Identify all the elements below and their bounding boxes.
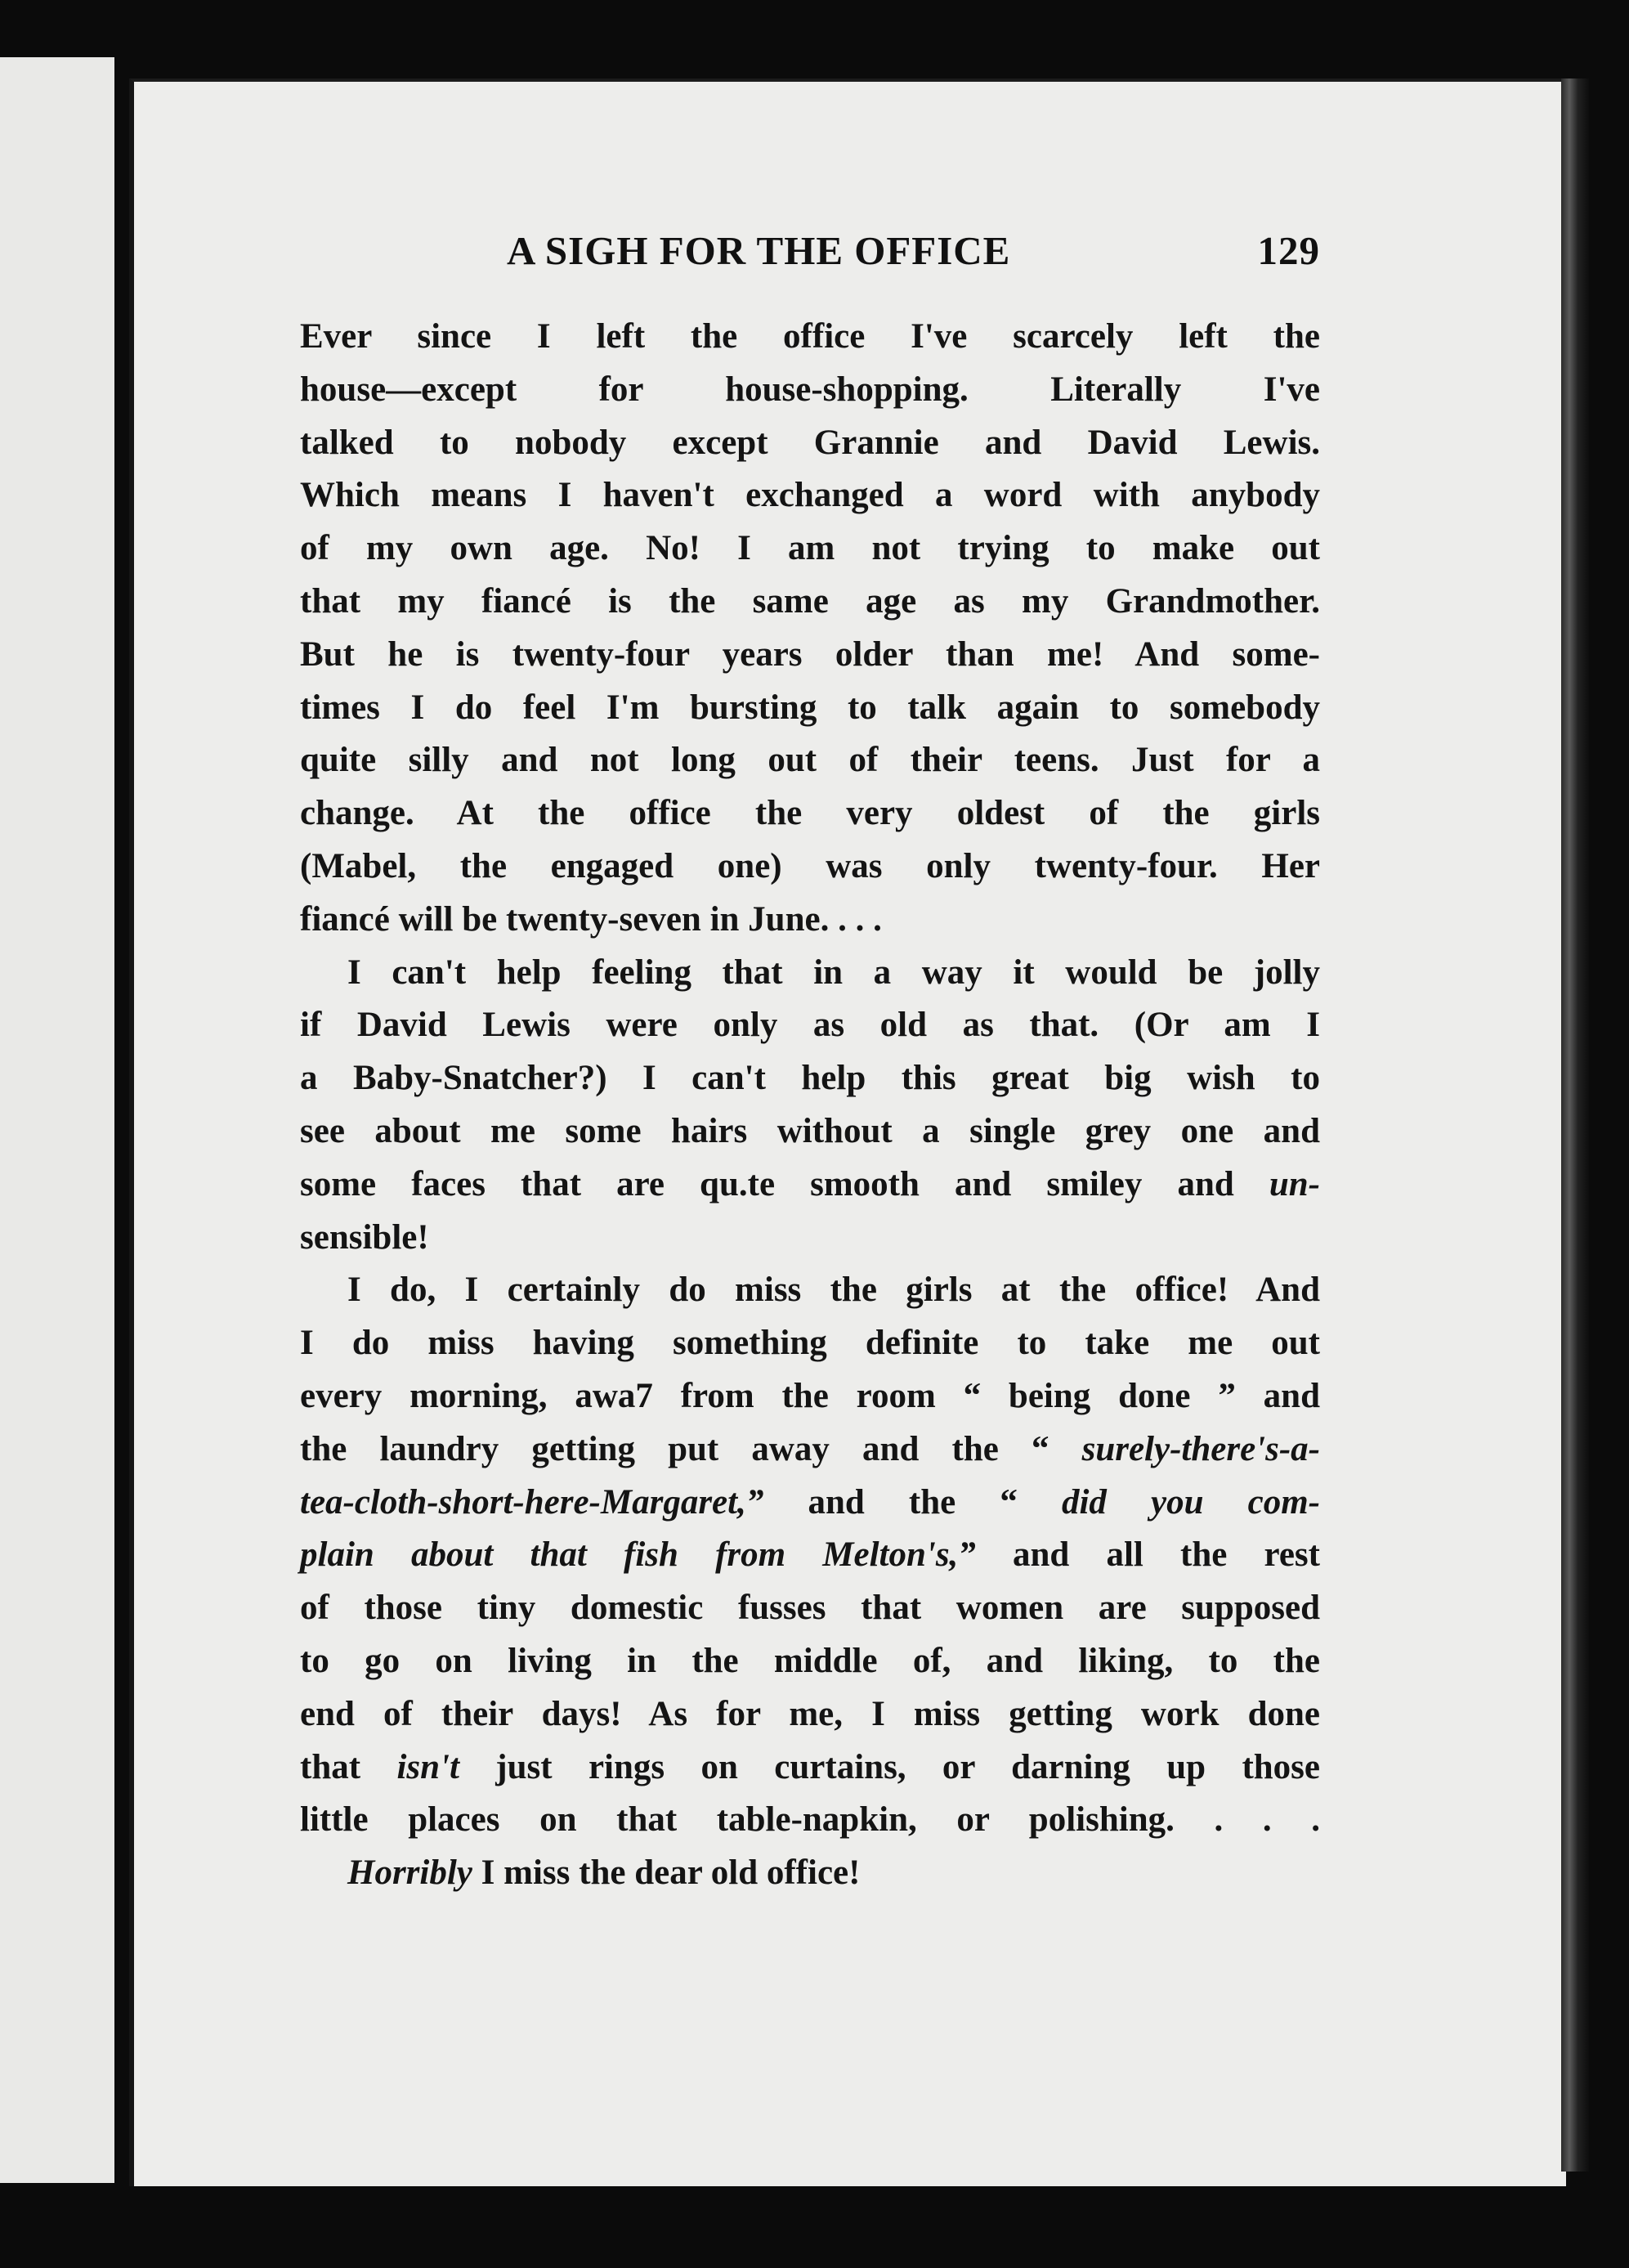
italic-segment: plain about that fish from Melton's,” [300,1535,976,1575]
text-line: a Baby-Snatcher?) I can't help this great big wish to [300,1059,1320,1098]
text-line: house—except for house-shopping. Literally I've [300,370,1320,409]
text-line: fiancé will be twenty-seven in June. . . . [300,899,882,939]
text-line: if David Lewis were only as old as that. (Or am I [300,1006,1320,1045]
text-line: But he is twenty-four years older than me! And some- [300,634,1320,674]
text-line: Ever since I left the office I've scarcely left the [300,317,1320,356]
text-line: little places on that table-napkin, or polishing. . . . [300,1800,1320,1840]
running-head-title: A SIGH FOR THE OFFICE [507,228,1011,273]
text-line: see about me some hairs without a single grey one and [300,1111,1320,1150]
text-line: talked to nobody except Grannie and David Lewis. [300,423,1320,462]
text-line: that my fiancé is the same age as my Grandmother. [300,581,1320,621]
text-segment: and the “ [763,1482,1062,1522]
text-line: times I do feel I'm bursting to talk again to somebody [300,688,1320,727]
italic-segment: surely-there's-a- [1081,1429,1320,1468]
italic-segment: isn't [396,1747,459,1786]
text-line: of my own age. No! I am not trying to make out [300,529,1320,568]
body-text [300,311,1320,1900]
text-line: I do, I certainly do miss the girls at the office! And [347,1271,1320,1310]
text-line: I do miss having something definite to take me out [300,1324,1320,1363]
text-line: (Mabel, the engaged one) was only twenty-four. Her [300,846,1320,885]
text-line: to go on living in the middle of, and liking, to the [300,1641,1320,1680]
text-line: of those tiny domestic fusses that women are supposed [300,1589,1320,1628]
text-line: quite silly and not long out of their teens. Just for a [300,741,1320,780]
italic-segment: Horribly [347,1853,472,1893]
text-segment: I miss the dear old office! [472,1853,861,1893]
text-segment: some faces that are qu.te smooth and smiley and [300,1164,1269,1203]
page-number: 129 [1257,228,1320,273]
text-segment: that [300,1747,397,1786]
text-line: every morning, awa7 from the room “ being done ” and [300,1376,1320,1415]
text-line: Which means I haven't exchanged a word with anybody [300,476,1320,515]
text-line: I can't help feeling that in a way it would be jolly [347,952,1320,992]
text-line: sensible! [300,1217,429,1257]
text-line [300,1741,1320,1795]
italic-segment: tea-cloth-short-here-Margaret,” [300,1482,764,1522]
text-line [300,1529,1320,1582]
facing-page-edge [0,57,114,2183]
text-segment: the laundry getting put away and the “ [300,1429,1082,1468]
italic-segment: did you com- [1061,1482,1320,1522]
text-line [300,1423,1320,1477]
text-segment: and all the rest [975,1535,1320,1575]
text-segment: just rings on curtains, or darning up those [459,1747,1320,1786]
text-line: change. At the office the very oldest of the girls [300,794,1320,833]
page-edge-shadow [1561,78,1589,2172]
text-line [300,1477,1320,1530]
text-line [300,1847,1320,1900]
text-line [300,1159,1320,1212]
italic-segment: un- [1269,1164,1320,1203]
text-line: end of their days! As for me, I miss getting work done [300,1694,1320,1733]
